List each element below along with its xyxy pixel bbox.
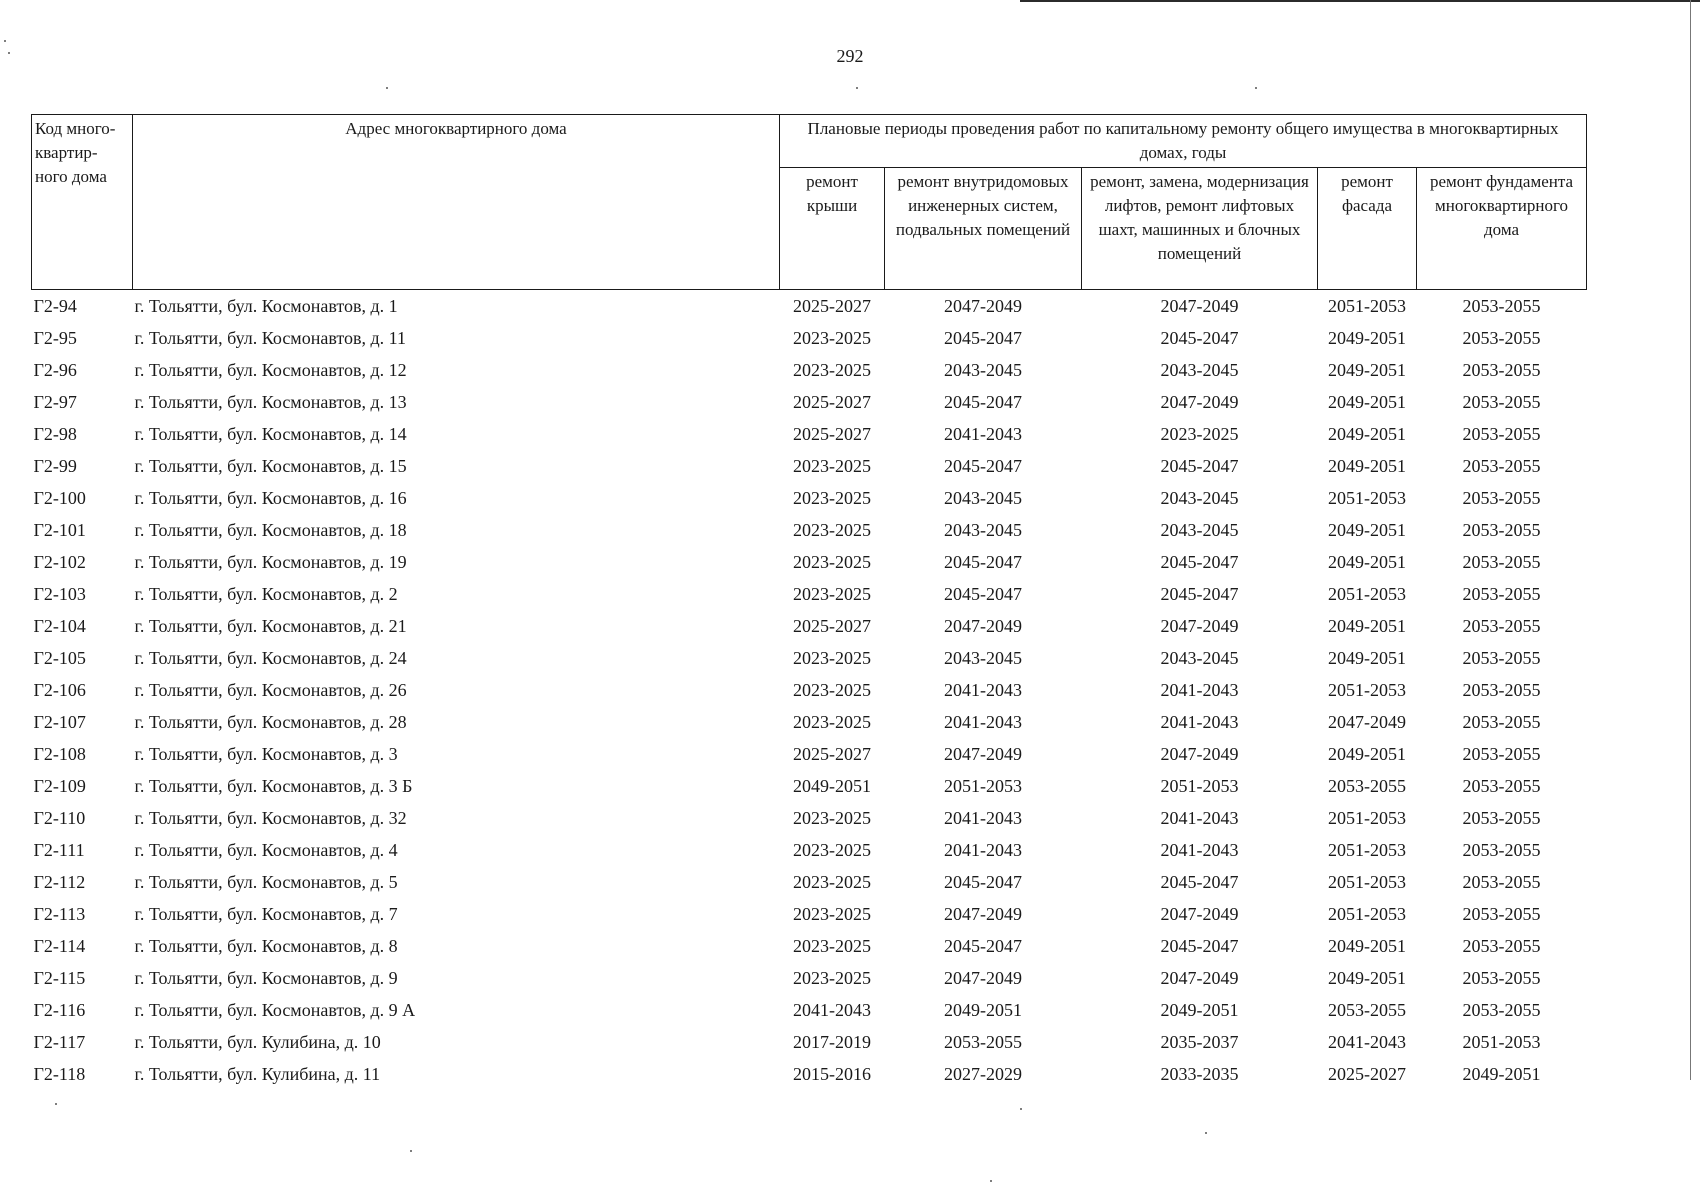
row-foundation: 2053-2055 [1462,903,1541,924]
table-row [32,290,1587,323]
row-code: Г2-99 [33,455,77,476]
row-roof: 2023-2025 [793,807,871,828]
row-foundation: 2053-2055 [1462,871,1541,892]
row-systems: 2049-2051 [944,999,1022,1020]
row-facade: 2049-2051 [1328,519,1406,540]
row-code: Г2-109 [33,775,86,796]
row-roof: 2023-2025 [793,647,871,668]
row-code: Г2-107 [33,711,86,732]
row-foundation: 2053-2055 [1462,327,1541,348]
row-lifts: 2033-2035 [1160,1063,1239,1084]
row-roof: 2025-2027 [793,391,871,412]
row-foundation: 2053-2055 [1462,423,1541,444]
table-row [32,610,1587,642]
row-systems: 2045-2047 [944,935,1022,956]
row-roof: 2023-2025 [793,487,871,508]
table-row [32,834,1587,866]
row-address: г. Тольятти, бул. Космонавтов, д. 13 [134,391,407,412]
row-systems: 2041-2043 [944,807,1022,828]
row-address: г. Тольятти, бул. Космонавтов, д. 14 [134,423,407,444]
row-address: г. Тольятти, бул. Космонавтов, д. 26 [134,679,407,700]
scan-speck [410,1150,412,1152]
row-facade: 2049-2051 [1328,359,1406,380]
row-address: г. Тольятти, бул. Космонавтов, д. 3 Б [134,775,413,796]
row-facade: 2051-2053 [1328,839,1406,860]
row-facade: 2049-2051 [1328,327,1406,348]
table-row [32,962,1587,994]
row-foundation: 2051-2053 [1462,1031,1541,1052]
row-lifts: 2047-2049 [1160,743,1239,764]
header-periods-title: Плановые периоды проведения работ по капитальному ремонту общего имущества в многоквартирных домах, годы [780,115,1587,168]
row-address: г. Тольятти, бул. Кулибина, д. 10 [134,1031,381,1052]
row-foundation: 2053-2055 [1462,775,1541,796]
row-systems: 2047-2049 [944,295,1022,316]
row-facade: 2047-2049 [1328,711,1406,732]
row-lifts: 2045-2047 [1160,455,1239,476]
row-roof: 2023-2025 [793,903,871,924]
table-row [32,738,1587,770]
table-row [32,322,1587,354]
row-facade: 2049-2051 [1328,455,1406,476]
row-code: Г2-108 [33,743,86,764]
table-row [32,546,1587,578]
row-systems: 2041-2043 [944,711,1022,732]
row-address: г. Тольятти, бул. Космонавтов, д. 12 [134,359,407,380]
table-row [32,1058,1587,1090]
row-lifts: 2045-2047 [1160,935,1239,956]
header-facade: ремонт фасада [1318,168,1417,290]
row-lifts: 2023-2025 [1160,423,1239,444]
row-foundation: 2053-2055 [1462,839,1541,860]
row-foundation: 2053-2055 [1462,519,1541,540]
row-address: г. Тольятти, бул. Космонавтов, д. 5 [134,871,398,892]
row-address: г. Тольятти, бул. Космонавтов, д. 3 [134,743,398,764]
row-foundation: 2053-2055 [1462,583,1541,604]
row-roof: 2025-2027 [793,423,871,444]
table-header [32,115,1587,290]
row-code: Г2-117 [33,1031,86,1052]
header-lifts: ремонт, замена, модернизация лифтов, ремонт лифтовых шахт, машинных и блочных помещений [1082,168,1318,290]
scan-speck [386,87,388,89]
row-facade: 2049-2051 [1328,423,1406,444]
row-facade: 2051-2053 [1328,295,1406,316]
row-address: г. Тольятти, бул. Космонавтов, д. 7 [134,903,398,924]
row-lifts: 2041-2043 [1160,679,1239,700]
row-facade: 2051-2053 [1328,903,1406,924]
row-address: г. Тольятти, бул. Космонавтов, д. 28 [134,711,407,732]
row-foundation: 2053-2055 [1462,743,1541,764]
row-lifts: 2047-2049 [1160,967,1239,988]
scan-speck [1020,1108,1022,1110]
row-code: Г2-115 [33,967,86,988]
row-roof: 2049-2051 [793,775,871,796]
table-row [32,994,1587,1026]
scan-border-top [1020,0,1700,2]
row-facade: 2051-2053 [1328,583,1406,604]
row-systems: 2043-2045 [944,487,1022,508]
row-systems: 2043-2045 [944,647,1022,668]
row-foundation: 2053-2055 [1462,391,1541,412]
row-code: Г2-105 [33,647,86,668]
row-systems: 2051-2053 [944,775,1022,796]
row-address: г. Тольятти, бул. Космонавтов, д. 18 [134,519,407,540]
row-roof: 2025-2027 [793,743,871,764]
table-body [32,290,1587,1091]
table-row [32,866,1587,898]
row-systems: 2041-2043 [944,423,1022,444]
row-roof: 2023-2025 [793,327,871,348]
row-foundation: 2049-2051 [1462,1063,1541,1084]
row-systems: 2053-2055 [944,1031,1022,1052]
row-facade: 2025-2027 [1328,1063,1406,1084]
header-systems: ремонт внутридомовых инженерных систем, подвальных помещений [885,168,1082,290]
row-code: Г2-94 [33,295,77,316]
row-roof: 2015-2016 [793,1063,871,1084]
scan-border-right [1690,0,1691,1080]
row-address: г. Тольятти, бул. Космонавтов, д. 2 [134,583,398,604]
header-address: Адрес многоквартирного дома [133,115,780,290]
row-lifts: 2043-2045 [1160,519,1239,540]
table-row [32,802,1587,834]
row-lifts: 2043-2045 [1160,487,1239,508]
table-row [32,514,1587,546]
row-facade: 2049-2051 [1328,743,1406,764]
row-systems: 2027-2029 [944,1063,1022,1084]
table-row [32,674,1587,706]
row-facade: 2051-2053 [1328,871,1406,892]
scan-speck [1205,1132,1207,1134]
row-code: Г2-118 [33,1063,86,1084]
table-row [32,450,1587,482]
row-code: Г2-112 [33,871,86,892]
row-address: г. Тольятти, бул. Космонавтов, д. 9 [134,967,398,988]
row-roof: 2025-2027 [793,295,871,316]
row-code: Г2-113 [33,903,86,924]
row-code: Г2-104 [33,615,86,636]
row-facade: 2053-2055 [1328,775,1406,796]
row-lifts: 2047-2049 [1160,615,1239,636]
table-row [32,482,1587,514]
row-code: Г2-116 [33,999,86,1020]
row-systems: 2045-2047 [944,551,1022,572]
table-row [32,354,1587,386]
row-foundation: 2053-2055 [1462,487,1541,508]
row-roof: 2023-2025 [793,455,871,476]
row-code: Г2-97 [33,391,77,412]
row-lifts: 2043-2045 [1160,647,1239,668]
row-lifts: 2051-2053 [1160,775,1239,796]
row-systems: 2045-2047 [944,327,1022,348]
table-row [32,578,1587,610]
row-address: г. Тольятти, бул. Космонавтов, д. 21 [134,615,407,636]
row-code: Г2-111 [33,839,85,860]
row-systems: 2047-2049 [944,903,1022,924]
row-foundation: 2053-2055 [1462,359,1541,380]
row-roof: 2023-2025 [793,551,871,572]
row-lifts: 2045-2047 [1160,583,1239,604]
row-code: Г2-110 [33,807,86,828]
header-roof: ремонт крыши [780,168,885,290]
row-facade: 2049-2051 [1328,647,1406,668]
row-lifts: 2041-2043 [1160,839,1239,860]
row-address: г. Тольятти, бул. Космонавтов, д. 8 [134,935,398,956]
row-facade: 2049-2051 [1328,967,1406,988]
header-foundation: ремонт фундамента многоквартирного дома [1417,168,1587,290]
row-lifts: 2045-2047 [1160,551,1239,572]
row-lifts: 2045-2047 [1160,871,1239,892]
row-roof: 2023-2025 [793,967,871,988]
table-row [32,898,1587,930]
row-systems: 2047-2049 [944,967,1022,988]
row-code: Г2-114 [33,935,86,956]
row-foundation: 2053-2055 [1462,999,1541,1020]
row-foundation: 2053-2055 [1462,935,1541,956]
table-row [32,706,1587,738]
scan-speck [856,87,858,89]
row-facade: 2051-2053 [1328,487,1406,508]
row-address: г. Тольятти, бул. Космонавтов, д. 15 [134,455,407,476]
row-lifts: 2041-2043 [1160,711,1239,732]
row-facade: 2051-2053 [1328,807,1406,828]
row-systems: 2043-2045 [944,519,1022,540]
table-row [32,386,1587,418]
row-foundation: 2053-2055 [1462,967,1541,988]
row-lifts: 2047-2049 [1160,903,1239,924]
row-address: г. Тольятти, бул. Космонавтов, д. 11 [134,327,406,348]
row-facade: 2053-2055 [1328,999,1406,1020]
table-row [32,1026,1587,1058]
row-systems: 2045-2047 [944,871,1022,892]
row-lifts: 2041-2043 [1160,807,1239,828]
row-foundation: 2053-2055 [1462,647,1541,668]
row-systems: 2043-2045 [944,359,1022,380]
row-foundation: 2053-2055 [1462,711,1541,732]
row-facade: 2049-2051 [1328,551,1406,572]
row-systems: 2045-2047 [944,455,1022,476]
row-address: г. Тольятти, бул. Кулибина, д. 11 [134,1063,381,1084]
row-roof: 2023-2025 [793,679,871,700]
row-address: г. Тольятти, бул. Космонавтов, д. 9 А [134,999,416,1020]
row-foundation: 2053-2055 [1462,615,1541,636]
row-roof: 2023-2025 [793,711,871,732]
row-roof: 2023-2025 [793,519,871,540]
row-code: Г2-95 [33,327,77,348]
row-code: Г2-96 [33,359,77,380]
table-row [32,418,1587,450]
row-lifts: 2035-2037 [1160,1031,1239,1052]
row-roof: 2023-2025 [793,583,871,604]
row-address: г. Тольятти, бул. Космонавтов, д. 1 [134,295,398,316]
table-row [32,930,1587,962]
capital-repair-table [31,114,1587,1090]
scan-speck [4,40,6,42]
row-roof: 2023-2025 [793,839,871,860]
row-foundation: 2053-2055 [1462,807,1541,828]
scan-speck [1255,87,1257,89]
row-code: Г2-100 [33,487,86,508]
row-roof: 2017-2019 [793,1031,871,1052]
header-code: Код много-квартир-ного дома [32,115,133,290]
row-code: Г2-103 [33,583,86,604]
row-systems: 2047-2049 [944,615,1022,636]
row-facade: 2049-2051 [1328,391,1406,412]
page-number: 292 [836,46,864,66]
row-facade: 2051-2053 [1328,679,1406,700]
row-lifts: 2045-2047 [1160,327,1239,348]
scan-speck [55,1103,57,1105]
row-address: г. Тольятти, бул. Космонавтов, д. 19 [134,551,407,572]
row-address: г. Тольятти, бул. Космонавтов, д. 16 [134,487,407,508]
row-lifts: 2047-2049 [1160,295,1239,316]
row-foundation: 2053-2055 [1462,551,1541,572]
row-roof: 2023-2025 [793,359,871,380]
table-row [32,642,1587,674]
row-foundation: 2053-2055 [1462,455,1541,476]
row-roof: 2023-2025 [793,871,871,892]
row-code: Г2-98 [33,423,77,444]
row-lifts: 2047-2049 [1160,391,1239,412]
row-roof: 2041-2043 [793,999,871,1020]
row-roof: 2025-2027 [793,615,871,636]
row-lifts: 2049-2051 [1160,999,1239,1020]
row-facade: 2049-2051 [1328,935,1406,956]
row-facade: 2041-2043 [1328,1031,1406,1052]
row-systems: 2041-2043 [944,839,1022,860]
row-code: Г2-101 [33,519,86,540]
row-systems: 2045-2047 [944,391,1022,412]
row-roof: 2023-2025 [793,935,871,956]
row-facade: 2049-2051 [1328,615,1406,636]
row-code: Г2-106 [33,679,86,700]
row-lifts: 2043-2045 [1160,359,1239,380]
table-row [32,770,1587,802]
row-address: г. Тольятти, бул. Космонавтов, д. 24 [134,647,407,668]
scan-speck [990,1180,992,1182]
row-systems: 2041-2043 [944,679,1022,700]
row-address: г. Тольятти, бул. Космонавтов, д. 4 [134,839,398,860]
row-foundation: 2053-2055 [1462,295,1541,316]
row-systems: 2047-2049 [944,743,1022,764]
row-foundation: 2053-2055 [1462,679,1541,700]
row-systems: 2045-2047 [944,583,1022,604]
row-address: г. Тольятти, бул. Космонавтов, д. 32 [134,807,407,828]
row-code: Г2-102 [33,551,86,572]
